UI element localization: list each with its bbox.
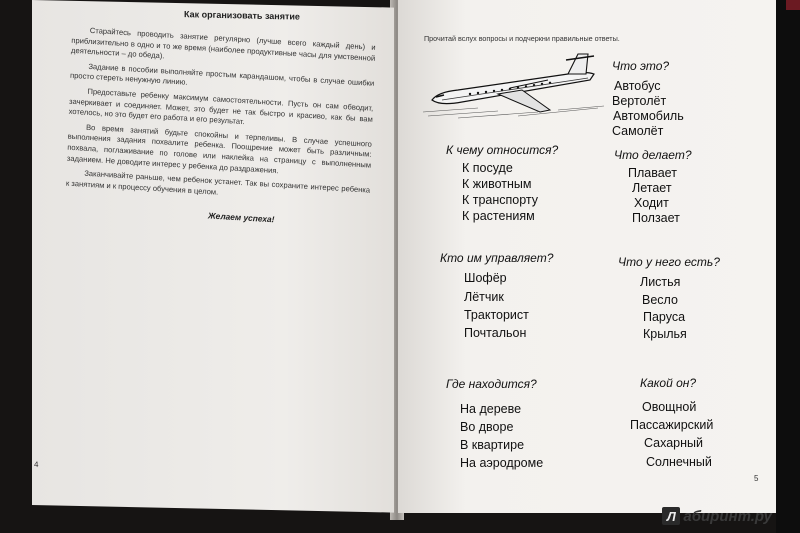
- answer-option[interactable]: К животным: [462, 177, 532, 191]
- paragraph: Предоставьте ребенку максимум самостоятельности. Пусть он сам обводит, зачеркивает и соединяет. Может, это будет не так быстро и красиво, как бы вам хотелось, но это будет его работа и его результат.: [68, 86, 374, 127]
- answer-option[interactable]: Тракторист: [464, 308, 529, 322]
- airplane-icon: [418, 50, 608, 122]
- answer-option[interactable]: На аэродроме: [460, 456, 544, 470]
- watermark-logo-icon: Л: [662, 507, 680, 525]
- right-page: [398, 0, 776, 513]
- left-page-title: Как организовать занятие: [184, 9, 300, 22]
- answer-option[interactable]: Плавает: [628, 166, 677, 180]
- answer-option[interactable]: Автомобиль: [613, 109, 684, 123]
- answer-option[interactable]: Автобус: [614, 79, 661, 93]
- paragraph: Заканчивайте раньше, чем ребенок устанет. Так вы сохраните интерес ребенка к занятиям и к процессу обучения в целом.: [65, 168, 371, 197]
- answer-option[interactable]: Пассажирский: [630, 418, 714, 432]
- heading-controls: Кто им управляет?: [440, 251, 554, 265]
- heading-relates: К чему относится?: [446, 143, 559, 157]
- page-number: 4: [34, 460, 39, 470]
- watermark: [662, 507, 772, 525]
- answer-option[interactable]: Во дворе: [460, 420, 514, 434]
- bookmark-tab: [786, 0, 800, 10]
- answer-option[interactable]: Солнечный: [646, 455, 712, 469]
- heading-has: Что у него есть?: [618, 255, 720, 269]
- paragraph: Во время занятий будьте спокойны и терпеливы. В случае успешного выполнения задания похвалите ребенка. Поощрение может быть различным: похвала, поглаживание по голове или наклейка на страницу с выполненным заданием. Не доводите интерес у ребенка до раздражения.: [66, 122, 373, 175]
- left-page: [32, 0, 394, 513]
- answer-option[interactable]: Вертолёт: [612, 94, 667, 108]
- answer-option[interactable]: Ползает: [632, 211, 680, 225]
- heading-where: Где находится?: [446, 377, 537, 391]
- paragraph: Старайтесь проводить занятие регулярно (лучше всего каждый день) и приблизительно в одно и то же время (наиболее продуктивные часы для умственной деятельности – до обеда).: [70, 25, 376, 63]
- closing-wish: Желаем успеха!: [207, 210, 275, 225]
- answer-option[interactable]: Шофёр: [464, 271, 507, 285]
- page-number: 5: [754, 474, 759, 483]
- answer-option[interactable]: Весло: [642, 293, 678, 307]
- instruction-text: Прочитай вслух вопросы и подчеркни правильные ответы.: [424, 34, 620, 43]
- answer-option[interactable]: Лётчик: [464, 290, 504, 304]
- answer-option[interactable]: Летает: [632, 181, 672, 195]
- heading-what: Что это?: [612, 59, 670, 73]
- answer-option[interactable]: Почтальон: [464, 326, 527, 340]
- answer-option[interactable]: Паруса: [643, 310, 686, 324]
- answer-option[interactable]: Овощной: [642, 400, 697, 414]
- answer-option[interactable]: К транспорту: [462, 193, 539, 207]
- answer-option[interactable]: Листья: [640, 275, 681, 289]
- answer-option[interactable]: Крылья: [643, 327, 687, 341]
- answer-option[interactable]: В квартире: [460, 438, 525, 452]
- answer-option[interactable]: На дереве: [460, 402, 522, 416]
- heading-what-kind: Какой он?: [640, 376, 697, 390]
- answer-option[interactable]: Ходит: [634, 196, 669, 210]
- paragraph: Задание в пособии выполняйте простым карандашом, чтобы в случае ошибки просто стереть ненужную линию.: [69, 61, 375, 88]
- answer-option[interactable]: Сахарный: [644, 436, 704, 450]
- heading-does: Что делает?: [614, 148, 692, 162]
- book-edge: [776, 0, 800, 533]
- answer-option[interactable]: К растениям: [462, 209, 535, 223]
- left-page-body: [66, 25, 376, 211]
- answer-option[interactable]: К посуде: [462, 161, 513, 175]
- watermark-text: абиринт.ру: [683, 507, 772, 525]
- answer-option[interactable]: Самолёт: [612, 124, 664, 138]
